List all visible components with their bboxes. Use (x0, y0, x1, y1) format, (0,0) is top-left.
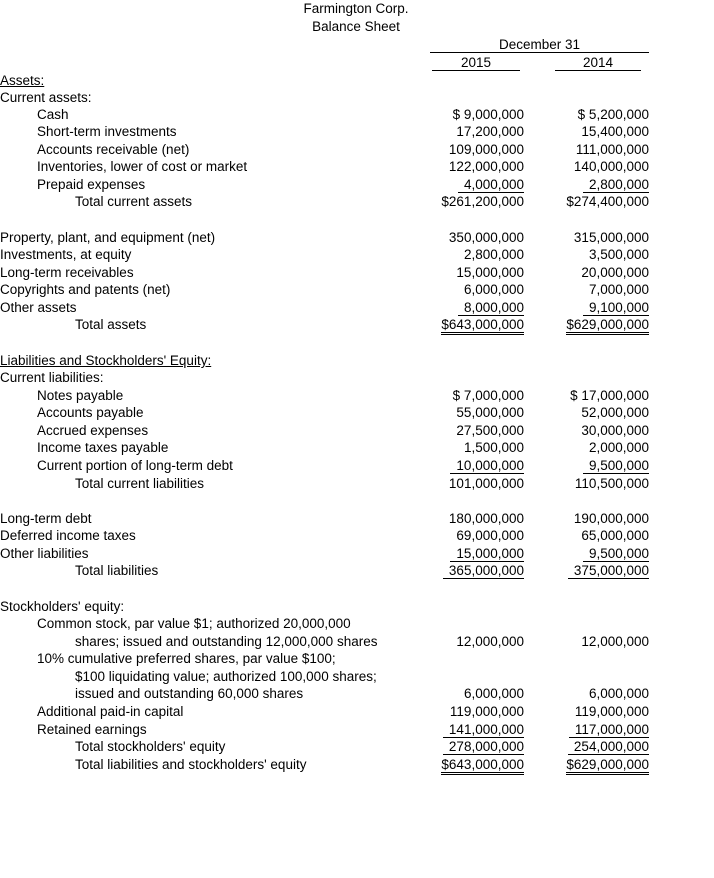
tca-2014: $274,400,000 (566, 194, 649, 209)
apic-2015: 119,000,000 (449, 704, 524, 719)
preferred-line3: issued and outstanding 60,000 shares (75, 686, 304, 701)
row-label-prepaid-expenses: Prepaid expenses (37, 177, 146, 192)
row-label-total-current-liabilities: Total current liabilities (75, 476, 205, 491)
inv-2014: 140,000,000 (573, 159, 649, 174)
row-label-total-liabilities: Total liabilities (75, 563, 159, 578)
itp-2014: 2,000,000 (588, 440, 649, 455)
year-2014-underline (555, 70, 641, 71)
ol-2015: 15,000,000 (450, 546, 524, 562)
row-label-deferred-income-taxes: Deferred income taxes (0, 528, 136, 543)
np-2014: $ 17,000,000 (570, 388, 649, 403)
statement-title: Balance Sheet (312, 19, 400, 34)
tlse-2014: $629,000,000 (566, 757, 649, 775)
liabilities-equity-heading: Liabilities and Stockholders' Equity: (0, 353, 212, 368)
row-label-investments: Investments, at equity (0, 247, 132, 262)
cs-2015: 12,000,000 (456, 634, 524, 649)
tl-2014: 375,000,000 (568, 563, 649, 579)
row-label-short-term-investments: Short-term investments (37, 124, 177, 139)
common-stock-line2: shares; issued and outstanding 12,000,000 shares (75, 634, 378, 649)
row-label-total-stockholders-equity: Total stockholders' equity (75, 739, 226, 754)
total-assets-2014: $629,000,000 (566, 317, 649, 335)
tca-2015: $261,200,000 (441, 194, 524, 209)
re-2015: 141,000,000 (443, 722, 524, 738)
pref-2014: 6,000,000 (588, 686, 649, 701)
prepaid-2015: 4,000,000 (458, 177, 524, 193)
assets-heading: Assets: (0, 73, 45, 88)
re-2014: 117,000,000 (569, 722, 649, 738)
row-label-total-assets: Total assets (75, 317, 147, 332)
row-label-copyrights-patents: Copyrights and patents (net) (0, 282, 171, 297)
pref-2015: 6,000,000 (463, 686, 524, 701)
other-assets-2015: 8,000,000 (458, 300, 524, 316)
row-label-long-term-debt: Long-term debt (0, 511, 92, 526)
row-label-inventories: Inventories, lower of cost or market (37, 159, 248, 174)
tcl-2014: 110,500,000 (574, 476, 649, 491)
ppe-2014: 315,000,000 (573, 230, 649, 245)
accrued-2014: 30,000,000 (581, 423, 649, 438)
dit-2014: 65,000,000 (581, 528, 649, 543)
apic-2014: 119,000,000 (574, 704, 649, 719)
period-underline (430, 52, 649, 53)
accrued-2015: 27,500,000 (456, 423, 524, 438)
preferred-line1: 10% cumulative preferred shares, par value $100; (37, 651, 336, 666)
copy-2015: 6,000,000 (463, 282, 524, 297)
current-liabilities-heading: Current liabilities: (0, 370, 104, 385)
common-stock-line1: Common stock, par value $1; authorized 20,000,000 (37, 616, 351, 631)
row-label-other-assets: Other assets (0, 300, 77, 315)
cash-2015: $ 9,000,000 (452, 107, 524, 122)
other-assets-2014: 9,100,000 (583, 300, 649, 316)
row-label-accounts-receivable: Accounts receivable (net) (37, 142, 190, 157)
tse-2015: 278,000,000 (443, 739, 524, 755)
ap-2015: 55,000,000 (456, 405, 524, 420)
row-label-accrued-expenses: Accrued expenses (37, 423, 149, 438)
ppe-2015: 350,000,000 (448, 230, 524, 245)
inv-2015: 122,000,000 (448, 159, 524, 174)
ar-2015: 109,000,000 (448, 142, 524, 157)
ol-2014: 9,500,000 (583, 546, 649, 562)
row-label-current-portion-ltd: Current portion of long-term debt (37, 458, 233, 473)
prepaid-2014: 2,800,000 (583, 177, 649, 193)
np-2015: $ 7,000,000 (452, 388, 524, 403)
itp-2015: 1,500,000 (463, 440, 524, 455)
row-label-long-term-receivables: Long-term receivables (0, 265, 134, 280)
row-label-apic: Additional paid-in capital (37, 704, 184, 719)
year-2015-underline (432, 70, 520, 71)
row-label-total-liabilities-equity: Total liabilities and stockholders' equity (75, 757, 307, 772)
ltr-2014: 20,000,000 (581, 265, 649, 280)
cash-2014: $ 5,200,000 (577, 107, 649, 122)
sti-2015: 17,200,000 (456, 124, 524, 139)
row-label-cash: Cash (37, 107, 69, 122)
dit-2015: 69,000,000 (456, 528, 524, 543)
row-label-total-current-assets: Total current assets (75, 194, 193, 209)
sti-2014: 15,400,000 (581, 124, 649, 139)
ltd-2015: 180,000,000 (448, 511, 524, 526)
current-assets-heading: Current assets: (0, 90, 92, 105)
row-label-notes-payable: Notes payable (37, 388, 124, 403)
row-label-accounts-payable: Accounts payable (37, 405, 144, 420)
invest-2014: 3,500,000 (588, 247, 649, 262)
tse-2014: 254,000,000 (568, 739, 649, 755)
ltd-2014: 190,000,000 (573, 511, 649, 526)
company-name: Farmington Corp. (303, 1, 409, 16)
row-label-retained-earnings: Retained earnings (37, 722, 147, 737)
cpltd-2014: 9,500,000 (583, 458, 649, 474)
total-assets-2015: $643,000,000 (441, 317, 524, 335)
period-header: December 31 (498, 37, 581, 52)
ltr-2015: 15,000,000 (456, 265, 524, 280)
stockholders-equity-heading: Stockholders' equity: (0, 599, 125, 614)
copy-2014: 7,000,000 (588, 282, 649, 297)
preferred-line2: $100 liquidating value; authorized 100,000 shares; (75, 669, 377, 684)
cpltd-2015: 10,000,000 (450, 458, 524, 474)
year-2015-header: 2015 (460, 55, 492, 70)
invest-2015: 2,800,000 (463, 247, 524, 262)
ap-2014: 52,000,000 (581, 405, 649, 420)
cs-2014: 12,000,000 (581, 634, 649, 649)
tcl-2015: 101,000,000 (448, 476, 524, 491)
tlse-2015: $643,000,000 (441, 757, 524, 775)
year-2014-header: 2014 (582, 55, 614, 70)
row-label-ppe: Property, plant, and equipment (net) (0, 230, 216, 245)
tl-2015: 365,000,000 (443, 563, 524, 579)
row-label-other-liabilities: Other liabilities (0, 546, 89, 561)
ar-2014: 111,000,000 (575, 142, 649, 157)
row-label-income-taxes-payable: Income taxes payable (37, 440, 169, 455)
